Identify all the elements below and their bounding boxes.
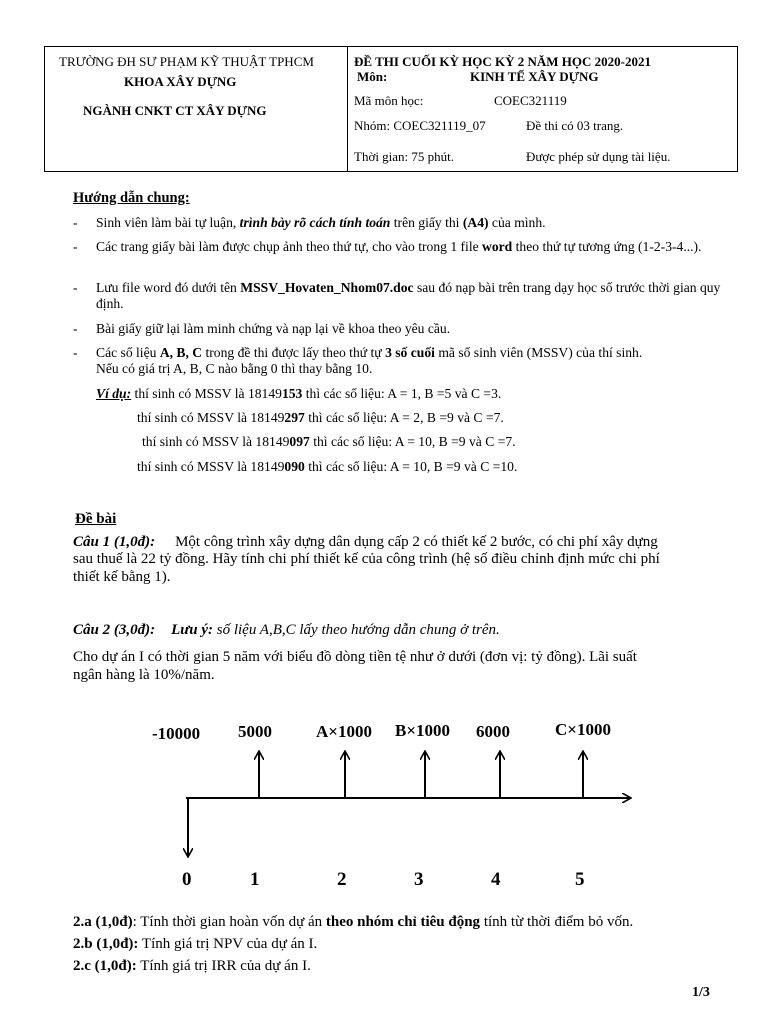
bullet-mark: - bbox=[73, 215, 78, 230]
subject-value: KINH TẾ XÂY DỰNG bbox=[470, 69, 599, 84]
guide-title: Hướng dẫn chung: bbox=[73, 190, 190, 206]
cashflow-label-1: 5000 bbox=[238, 722, 272, 741]
cashflow-label-2: A×1000 bbox=[316, 722, 372, 741]
q1-line-3: thiết kế bằng 1). bbox=[73, 569, 171, 585]
period-label-4: 4 bbox=[491, 869, 501, 890]
guide-item-4: Bài giấy giữ lại làm minh chứng và nạp lại về khoa theo yêu cầu. bbox=[96, 321, 451, 336]
guide-item-2: Các trang giấy bài làm được chụp ảnh theo thứ tự, cho vào trong 1 file word theo thứ tự tương ứng (1-2-3-4...). bbox=[96, 239, 702, 254]
exam-title: ĐỀ THI CUỐI KỲ HỌC KỲ 2 NĂM HỌC 2020-2021 bbox=[354, 54, 651, 69]
time-text: Thời gian: 75 phút. bbox=[354, 149, 455, 164]
guide-item-5-line2: Nếu có giá trị A, B, C nào bằng 0 thì thay bằng 10. bbox=[96, 361, 373, 376]
pages-text: Đề thi có 03 trang. bbox=[526, 118, 624, 133]
q2-header: Câu 2 (3,0đ): Lưu ý: số liệu A,B,C lấy theo hướng dẫn chung ở trên. bbox=[73, 622, 500, 638]
bullet-mark: - bbox=[73, 280, 78, 295]
example-line-2: thí sinh có MSSV là 18149297 thì các số liệu: A = 2, B =9 và C =7. bbox=[137, 410, 504, 425]
bullet-mark: - bbox=[73, 321, 78, 336]
q1-line-1: Câu 1 (1,0đ): Một công trình xây dựng dân dụng cấp 2 có thiết kế 2 bước, có chi phí xây dựng bbox=[73, 534, 658, 550]
example-line-3: thí sinh có MSSV là 18149097 thì các số liệu: A = 10, B =9 và C =7. bbox=[142, 434, 516, 449]
faculty-name: KHOA XÂY DỰNG bbox=[124, 74, 237, 89]
subquestion-2b: 2.b (1,0đ): Tính giá trị NPV của dự án I. bbox=[73, 936, 318, 952]
period-label-2: 2 bbox=[337, 869, 347, 890]
major-name: NGÀNH CNKT CT XÂY DỰNG bbox=[83, 103, 267, 118]
period-label-5: 5 bbox=[575, 869, 585, 890]
group-text: Nhóm: COEC321119_07 bbox=[354, 118, 486, 133]
page-number: 1/3 bbox=[692, 985, 710, 1000]
q2-line-1: Cho dự án I có thời gian 5 năm với biểu đồ dòng tiền tệ như ở dưới (đơn vị: tỷ đồng). Lãi suất bbox=[73, 649, 637, 665]
period-label-0: 0 bbox=[182, 869, 192, 890]
q1-line-2: sau thuế là 22 tỷ đồng. Hãy tính chi phí thiết kế của công trình (hệ số điều chỉnh định mức chi phí bbox=[73, 551, 660, 567]
cashflow-label-5: C×1000 bbox=[555, 720, 611, 739]
subject-label: Môn: bbox=[357, 69, 388, 84]
problems-title: Đề bài bbox=[75, 511, 117, 527]
example-line-1: Ví dụ: thí sinh có MSSV là 18149153 thì các số liệu: A = 1, B =5 và C =3. bbox=[96, 386, 502, 401]
cashflow-label-3: B×1000 bbox=[395, 721, 451, 740]
guide-item-1: Sinh viên làm bài tự luận, trình bày rõ cách tính toán trên giấy thi (A4) của mình. bbox=[96, 215, 546, 230]
period-label-1: 1 bbox=[250, 869, 260, 890]
subquestion-2c: 2.c (1,0đ): Tính giá trị IRR của dự án I. bbox=[73, 958, 311, 974]
course-code-label: Mã môn học: bbox=[354, 93, 424, 108]
bullet-mark: - bbox=[73, 239, 78, 254]
school-name: TRƯỜNG ĐH SƯ PHẠM KỸ THUẬT TPHCM bbox=[59, 54, 314, 69]
cashflow-label-0: -10000 bbox=[152, 724, 201, 743]
course-code-value: COEC321119 bbox=[494, 93, 567, 108]
bullet-mark: - bbox=[73, 345, 78, 360]
subquestion-2a: 2.a (1,0đ): Tính thời gian hoàn vốn dự án theo nhóm chỉ tiêu động tính từ thời điểm bỏ vốn. bbox=[73, 914, 634, 930]
q2-line-2: ngân hàng là 10%/năm. bbox=[73, 667, 215, 683]
guide-item-5: Các số liệu A, B, C trong đề thi được lấy theo thứ tự 3 số cuối mã số sinh viên (MSSV) của thí sinh. bbox=[96, 345, 643, 360]
period-label-3: 3 bbox=[414, 869, 424, 890]
materials-text: Được phép sử dụng tài liệu. bbox=[526, 149, 671, 164]
cashflow-label-4: 6000 bbox=[476, 722, 510, 741]
example-line-4: thí sinh có MSSV là 18149090 thì các số liệu: A = 10, B =9 và C =10. bbox=[137, 459, 518, 474]
guide-item-3: Lưu file word đó dưới tên MSSV_Hovaten_Nhom07.doc sau đó nạp bài trên trang dạy học số trước thời gian quy định. bbox=[96, 280, 721, 311]
